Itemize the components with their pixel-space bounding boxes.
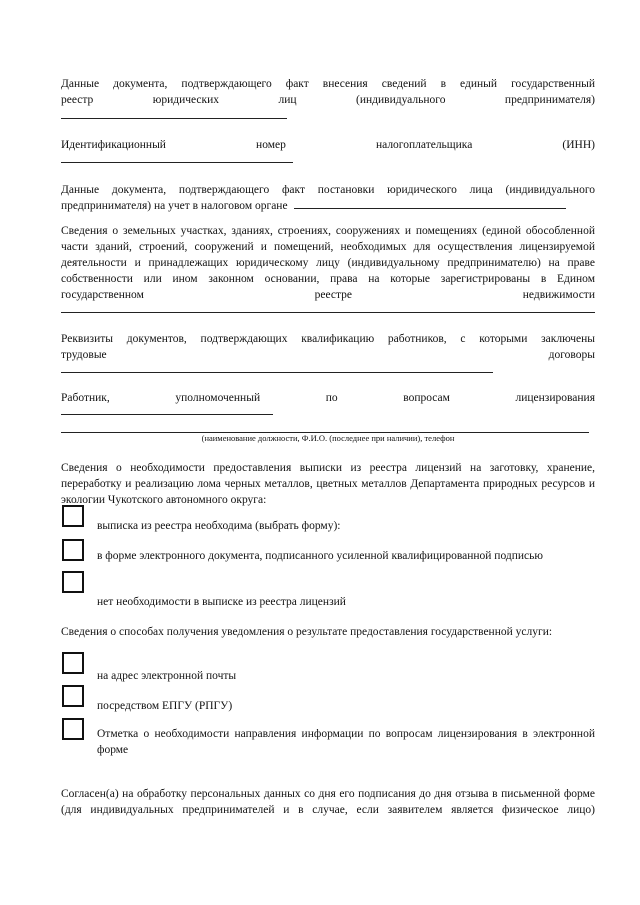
property-text: Сведения о земельных участках, зданиях, строениях, сооружениях и помещениях (единой обособленной части зданий, строений, сооружений и помещений, необходимых для осуществления лицензируемой деятельности и принадлежащих юридическому лицу (индивидуальному предпринимателю) на праве собственности или ином законном основании, права на которые зарегистрированы в Едином государственном реестре недвижимости — [61, 225, 595, 301]
inn-fill-line[interactable] — [61, 162, 293, 163]
notify-epgu-checkbox[interactable] — [62, 685, 84, 707]
consent-text: Согласен(а) на обработку персональных данных со дня его подписания до дня отзыва в письменной форме (для индивидуальных предпринимателей и в случае, если заявителем является физическое лицо) — [61, 788, 595, 816]
notify-email-checkbox[interactable] — [62, 652, 84, 674]
authorized-label: Работник, уполномоченный по вопросам лицензирования — [61, 392, 595, 404]
notify-electronic-checkbox[interactable] — [62, 718, 84, 740]
extract-needed-checkbox[interactable] — [62, 505, 84, 527]
extract-electronic-label: в форме электронного документа, подписанного усиленной квалифицированной подписью — [97, 550, 543, 562]
inn-label: Идентификационный номер налогоплательщика (ИНН) — [61, 139, 595, 151]
tax-fill-line[interactable] — [294, 208, 566, 209]
authorized-caption: (наименование должности, Ф.И.О. (последнее при наличии), телефон — [201, 433, 455, 443]
tax-label-line2-row — [61, 198, 595, 214]
notify-epgu-label: посредством ЕПГУ (РПГУ) — [97, 700, 233, 712]
notify-email-label: на адрес электронной почты — [97, 670, 237, 682]
property-fill-line[interactable] — [61, 312, 595, 313]
authorized-fill-line-1[interactable] — [61, 414, 273, 415]
extract-needed-label: выписка из реестра необходима (выбрать форму): — [97, 520, 341, 532]
qualification-label-line1: Реквизиты документов, подтверждающих квалификацию работников, с которыми заключены — [61, 333, 595, 345]
ogrn-label-line1: Данные документа, подтверждающего факт внесения сведений в единый государственный — [61, 78, 595, 90]
extract-not-needed-checkbox[interactable] — [62, 571, 84, 593]
notification-text: Сведения о способах получения уведомления о результате предоставления государственной услуги: — [61, 626, 553, 638]
notify-electronic-label: Отметка о необходимости направления информации по вопросам лицензирования в электронной форме — [97, 728, 595, 756]
extract-not-needed-label: нет необходимости в выписке из реестра лицензий — [97, 596, 346, 608]
extract-text: Сведения о необходимости предоставления выписки из реестра лицензий на заготовку, хранение, переработку и реализацию лома черных металлов, цветных металлов Департамента природных ресурсов и экологии Чукотского автономного округа: — [61, 462, 595, 506]
ogrn-fill-line[interactable] — [61, 118, 287, 119]
tax-label-line2: предпринимателя) на учет в налоговом органе — [61, 200, 288, 212]
tax-label-line1: Данные документа, подтверждающего факт постановки юридического лица (индивидуального — [61, 184, 595, 196]
extract-electronic-checkbox[interactable] — [62, 539, 84, 561]
qualification-fill-line[interactable] — [61, 372, 493, 373]
ogrn-label-line2: реестр юридических лиц (индивидуального предпринимателя) — [61, 94, 595, 106]
qualification-label-line2: трудовые договоры — [61, 349, 595, 361]
